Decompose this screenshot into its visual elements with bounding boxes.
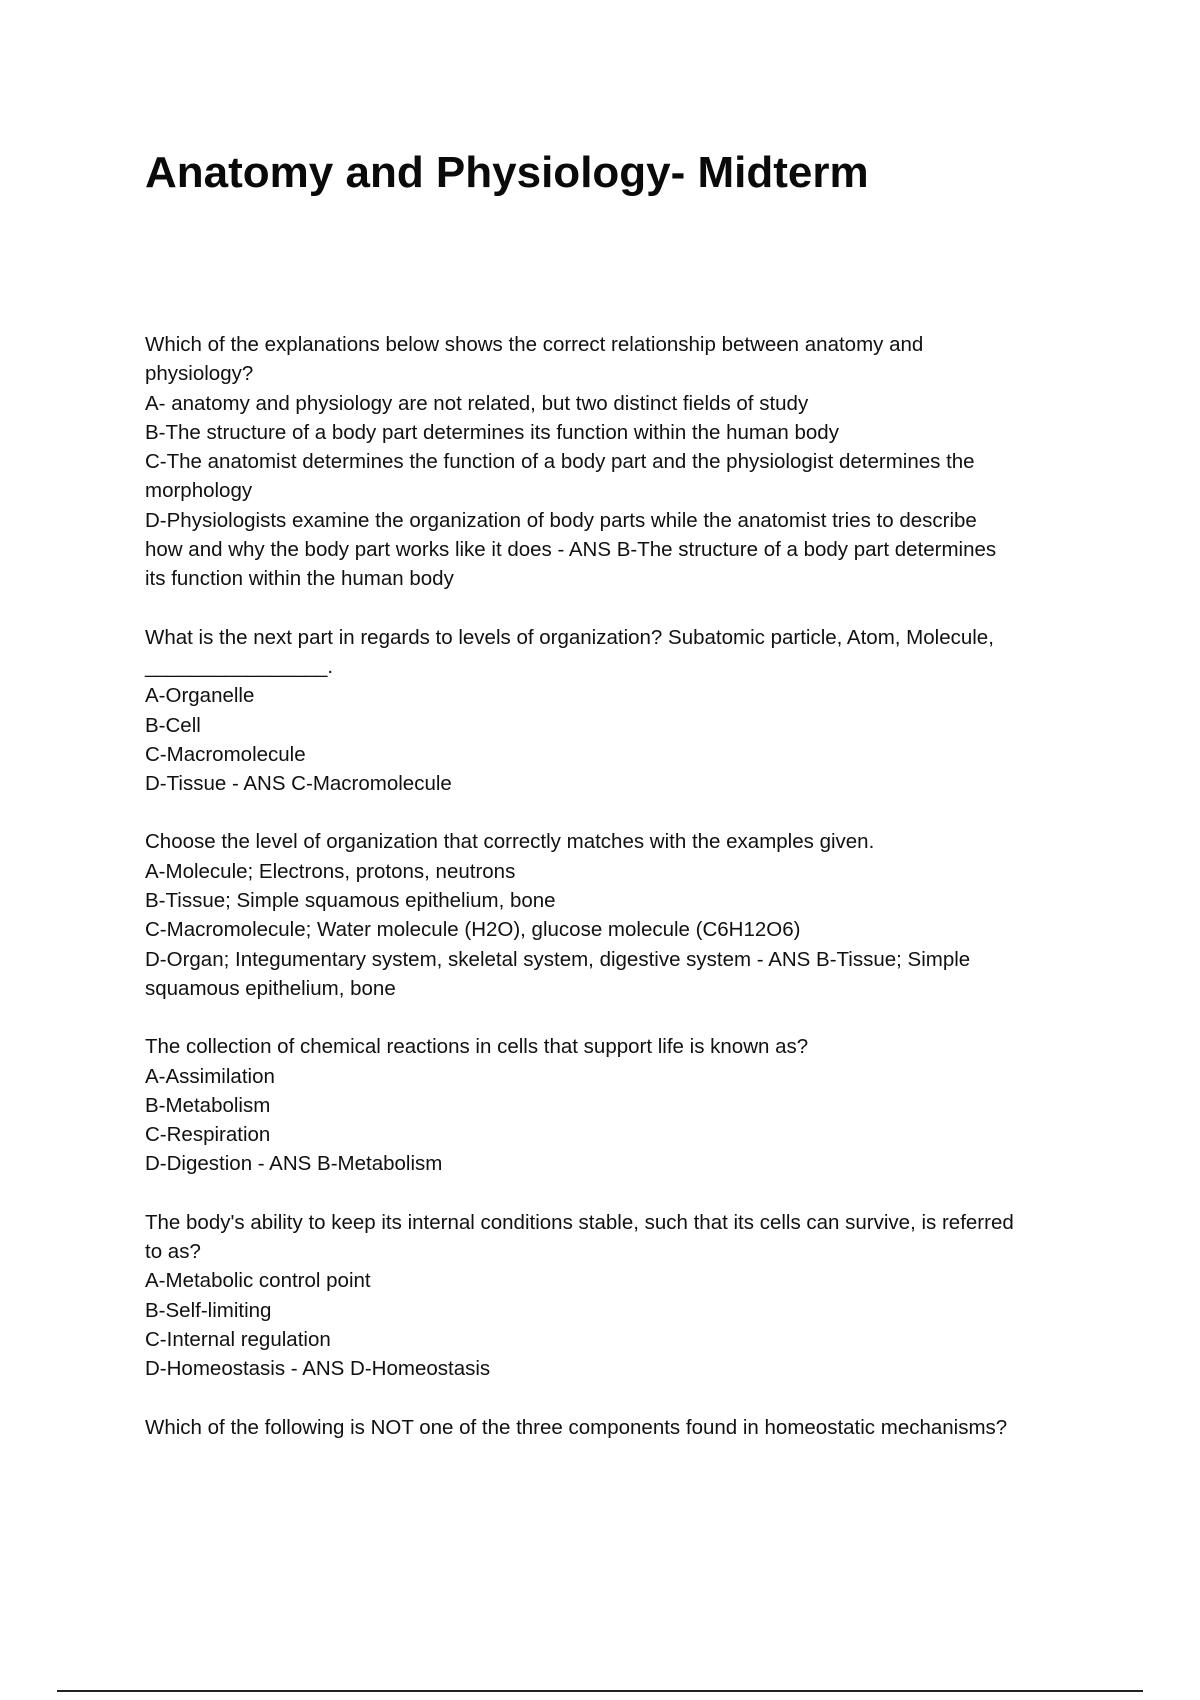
answer-key: how and why the body part works like it does - ANS B-The structure of a body part determines <box>145 538 997 562</box>
question-text: Which of the explanations below shows the correct relationship between anatomy and <box>145 333 924 356</box>
answer-option: morphology <box>145 479 253 503</box>
question-block-3 <box>145 827 1095 1003</box>
answer-key: squamous epithelium, bone <box>145 976 396 1000</box>
answer-option: B-Cell <box>145 713 201 737</box>
question-block-6 <box>145 1413 1095 1442</box>
answer-option: C-Macromolecule <box>145 742 306 766</box>
answer-option: A-Organelle <box>145 684 255 708</box>
answer-option: D-Physiologists examine the organization of body parts while the anatomist tries to describe <box>145 508 977 532</box>
answer-option: B-Tissue; Simple squamous epithelium, bone <box>145 889 556 913</box>
answer-option: A-Metabolic control point <box>145 1269 371 1293</box>
document-title: Anatomy and Physiology- Midterm <box>145 148 869 197</box>
question-text: What is the next part in regards to levels of organization? Subatomic particle, Atom, Molecule, <box>145 625 994 649</box>
answer-key: D-Homeostasis - ANS D-Homeostasis <box>145 1357 491 1381</box>
answer-option: B-Self-limiting <box>145 1298 272 1322</box>
answer-key: D-Tissue - ANS C-Macromolecule <box>145 772 452 796</box>
answer-option: C-The anatomist determines the function of a body part and the physiologist determines the <box>145 450 975 474</box>
answer-option: C-Internal regulation <box>145 1327 331 1351</box>
answer-key: its function within the human body <box>145 567 454 591</box>
question-block-1 <box>145 330 1095 594</box>
question-block-4 <box>145 1032 1095 1178</box>
answer-option: B-Metabolism <box>145 1093 271 1117</box>
answer-key: D-Digestion - ANS B-Metabolism <box>145 1152 443 1176</box>
question-list <box>145 330 1095 1471</box>
answer-option: B-The structure of a body part determines its function within the human body <box>145 420 839 444</box>
question-block-5 <box>145 1208 1095 1384</box>
question-text: The collection of chemical reactions in cells that support life is known as? <box>145 1035 809 1059</box>
answer-option: A-Assimilation <box>145 1064 275 1088</box>
answer-key: D-Organ; Integumentary system, skeletal system, digestive system - ANS B-Tissue; Simple <box>145 947 971 971</box>
question-block-2 <box>145 623 1095 799</box>
footer-divider <box>57 1690 1143 1692</box>
question-text: to as? <box>145 1240 201 1264</box>
question-text: The body's ability to keep its internal conditions stable, such that its cells can survive, is referred <box>145 1210 1014 1234</box>
question-text: physiology? <box>145 362 254 386</box>
answer-option: A- anatomy and physiology are not related, but two distinct fields of study <box>145 391 809 415</box>
answer-option: C-Respiration <box>145 1123 271 1147</box>
question-blank: ________________. <box>145 654 334 678</box>
question-text: Choose the level of organization that correctly matches with the examples given. <box>145 830 875 854</box>
answer-option: C-Macromolecule; Water molecule (H2O), glucose molecule (C6H12O6) <box>145 918 801 942</box>
answer-option: A-Molecule; Electrons, protons, neutrons <box>145 859 516 883</box>
question-text: Which of the following is NOT one of the three components found in homeostatic mechanisms? <box>145 1415 1008 1439</box>
